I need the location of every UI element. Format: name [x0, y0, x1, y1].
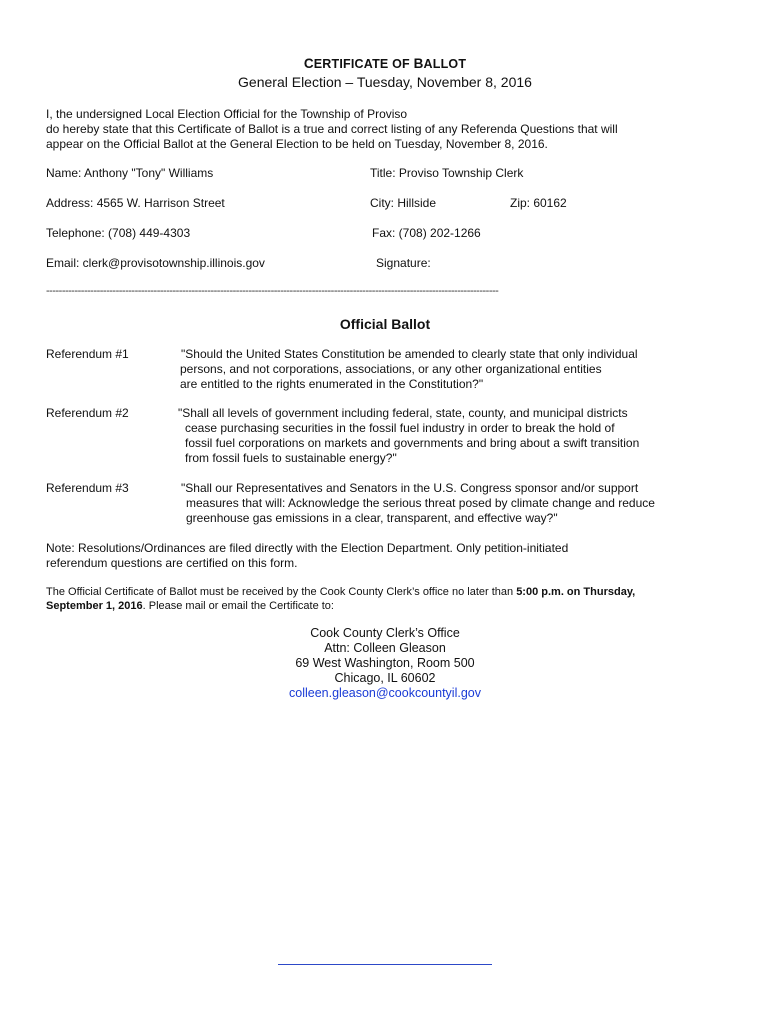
official-title: Title: Proviso Township Clerk [370, 166, 524, 180]
official-ballot-heading: Official Ballot [339, 316, 431, 332]
address-street: 69 West Washington, Room 500 [295, 656, 475, 670]
intro-line: do hereby state that this Certificate of Ballot is a true and correct listing of any Referenda Questions that will [46, 122, 618, 136]
question-line: "Shall all levels of government including federal, state, county, and municipal districts [178, 406, 628, 420]
address-attn: Attn: Colleen Gleason [324, 641, 446, 655]
signature-label: Signature: [376, 256, 431, 270]
question-line: are entitled to the rights enumerated in the Constitution?" [180, 377, 484, 391]
certificate-title: CERTIFICATE OF BALLOT [303, 56, 467, 71]
question-line: from fossil fuels to sustainable energy?" [185, 451, 397, 465]
address-office: Cook County Clerk’s Office [310, 626, 460, 640]
question-line: cease purchasing securities in the fossil fuel industry in order to break the hold of [185, 421, 615, 435]
clerk-email-link[interactable]: colleen.gleason@cookcountyil.gov [289, 686, 481, 700]
referendum-question [180, 347, 638, 392]
official-fax: Fax: (708) 202-1266 [372, 226, 481, 240]
official-address: Address: 4565 W. Harrison Street [46, 196, 225, 210]
address-city: Chicago, IL 60602 [334, 671, 436, 685]
referendum-label: Referendum #3 [46, 481, 129, 495]
intro-statement [46, 107, 618, 152]
note-line: Note: Resolutions/Ordinances are filed directly with the Election Department. Only petition-initiated [46, 541, 569, 555]
referendum-label: Referendum #2 [46, 406, 129, 420]
question-line: persons, and not corporations, associations, or any other organizational entities [180, 362, 602, 376]
question-line: fossil fuel corporations on markets and governments and bring about a swift transition [185, 436, 640, 450]
election-subtitle: General Election – Tuesday, November 8, 2016 [238, 74, 532, 90]
deadline-date: September 1, 2016 [46, 600, 143, 612]
question-line: "Shall our Representatives and Senators in the U.S. Congress sponsor and/or support [181, 481, 639, 495]
official-email: Email: clerk@provisotownship.illinois.gov [46, 256, 265, 270]
footer-rule [278, 964, 492, 965]
note-line: referendum questions are certified on this form. [46, 556, 298, 570]
official-name: Name: Anthony "Tony" Williams [46, 166, 214, 180]
deadline-time: 5:00 p.m. on Thursday, [516, 586, 636, 598]
separator-line: ----------------------------------------------------------------------------------------------------------------------------------------------- [46, 285, 499, 297]
note-text [46, 541, 568, 571]
question-line: measures that will: Acknowledge the serious threat posed by climate change and reduce [186, 496, 655, 510]
official-zip: Zip: 60162 [510, 196, 567, 210]
referendum-question [178, 406, 639, 466]
referendum-label: Referendum #1 [46, 347, 129, 361]
mailing-address [0, 626, 770, 701]
deadline-instructions: The Official Certificate of Ballot must be received by the Cook County Clerk’s office no later than 5:00 p.m. on Thursday, September 1, 2016. Please mail or email the Certificate to: [46, 586, 636, 612]
intro-line: I, the undersigned Local Election Official for the Township of Proviso [46, 107, 408, 121]
official-city: City: Hillside [370, 196, 437, 210]
official-telephone: Telephone: (708) 449-4303 [46, 226, 191, 240]
intro-line: appear on the Official Ballot at the General Election to be held on Tuesday, November 8, 2016. [46, 137, 548, 151]
question-line: greenhouse gas emissions in a clear, transparent, and effective way?" [186, 511, 558, 525]
referendum-question [181, 481, 655, 526]
question-line: "Should the United States Constitution be amended to clearly state that only individual [181, 347, 638, 361]
